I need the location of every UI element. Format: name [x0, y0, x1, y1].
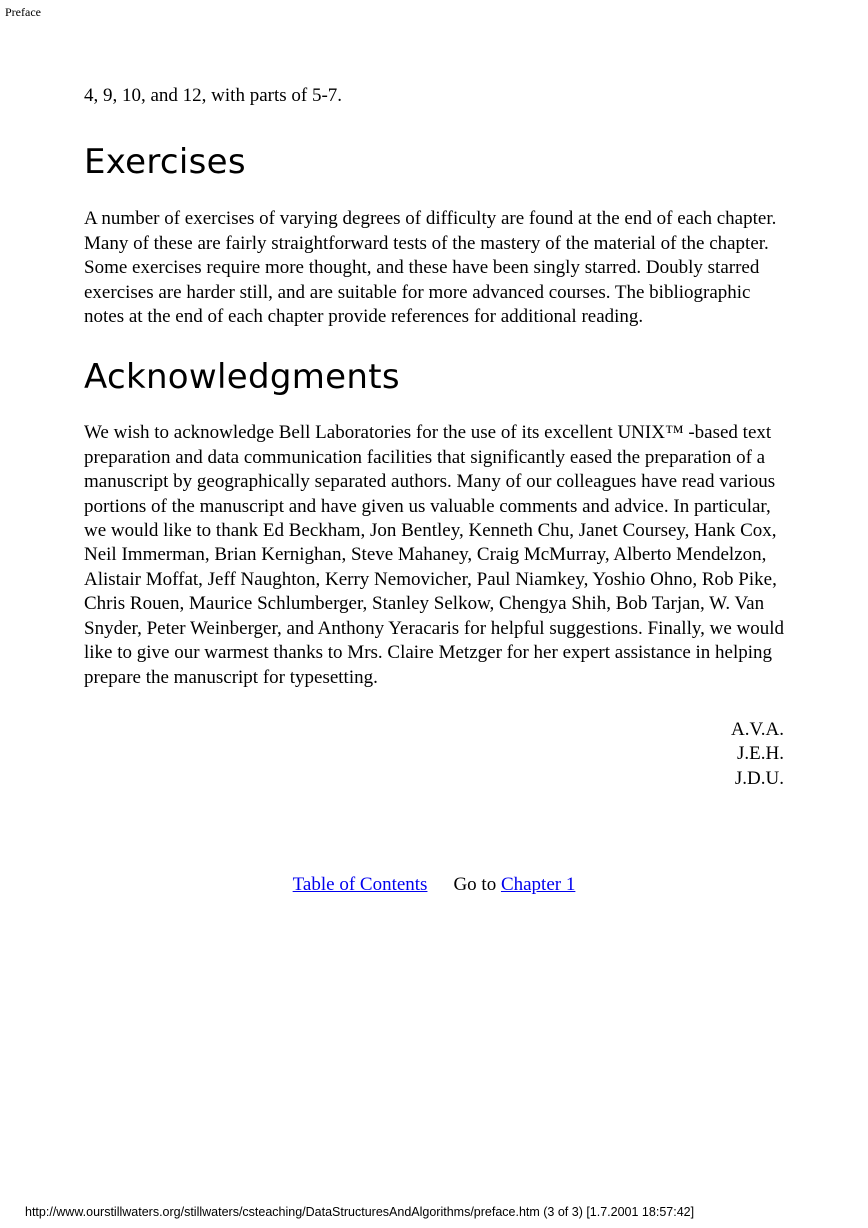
- goto-label: Go to: [453, 874, 497, 895]
- table-of-contents-link[interactable]: Table of Contents: [292, 874, 428, 895]
- exercises-heading: Exercises: [84, 142, 246, 183]
- page-header-title: Preface: [5, 5, 41, 19]
- page-footer-url: http://www.ourstillwaters.org/stillwaters/csteaching/DataStructuresAndAlgorithms/preface.htm (3 of 3) [1.7.2001 18:57:42]: [25, 1205, 695, 1219]
- page-navigation: [0, 873, 868, 897]
- acknowledgments-paragraph: We wish to acknowledge Bell Laboratories for the use of its excellent UNIX™ -based text preparation and data communication facilities that significantly eased the preparation of a manuscript by geographically separated authors. Many of our colleagues have read various portions of the manuscript and have given us valuable comments and advice. In particular, we would like to thank Ed Beckham, Jon Bentley, Kenneth Chu, Janet Coursey, Hank Cox, Neil Immerman, Brian Kernighan, Steve Mahaney, Craig McMurray, Alberto Mendelzon, Alistair Moffat, Jeff Naughton, Kerry Nemovicher, Paul Niamkey, Yoshio Ohno, Rob Pike, Chris Rouen, Maurice Schlumberger, Stanley Selkow, Chengya Shih, Bob Tarjan, W. Van Snyder, Peter Weinberger, and Anthony Yeracaris for helpful suggestions. Finally, we would like to give our warmest thanks to Mrs. Claire Metzger for her expert assistance in helping prepare the manuscript for typesetting.: [84, 422, 785, 688]
- document-body: [84, 84, 794, 791]
- intro-fragment: 4, 9, 10, and 12, with parts of 5-7.: [84, 85, 343, 106]
- chapter-1-link[interactable]: Chapter 1: [500, 874, 576, 895]
- acknowledgments-heading: Acknowledgments: [84, 357, 400, 398]
- signature-ava: A.V.A.: [731, 718, 784, 740]
- author-signatures: [84, 718, 784, 791]
- exercises-paragraph: A number of exercises of varying degrees of difficulty are found at the end of each chapter. Many of these are fairly straightforward tests of the mastery of the material of the chapter. Some exercises require more thought, and these have been singly starred. Doubly starred exercises are harder still, and are suitable for more advanced courses. The bibliographic notes at the end of each chapter provide references for additional reading.: [84, 208, 777, 328]
- signature-jeh: J.E.H.: [737, 743, 784, 765]
- signature-jdu: J.D.U.: [734, 767, 784, 789]
